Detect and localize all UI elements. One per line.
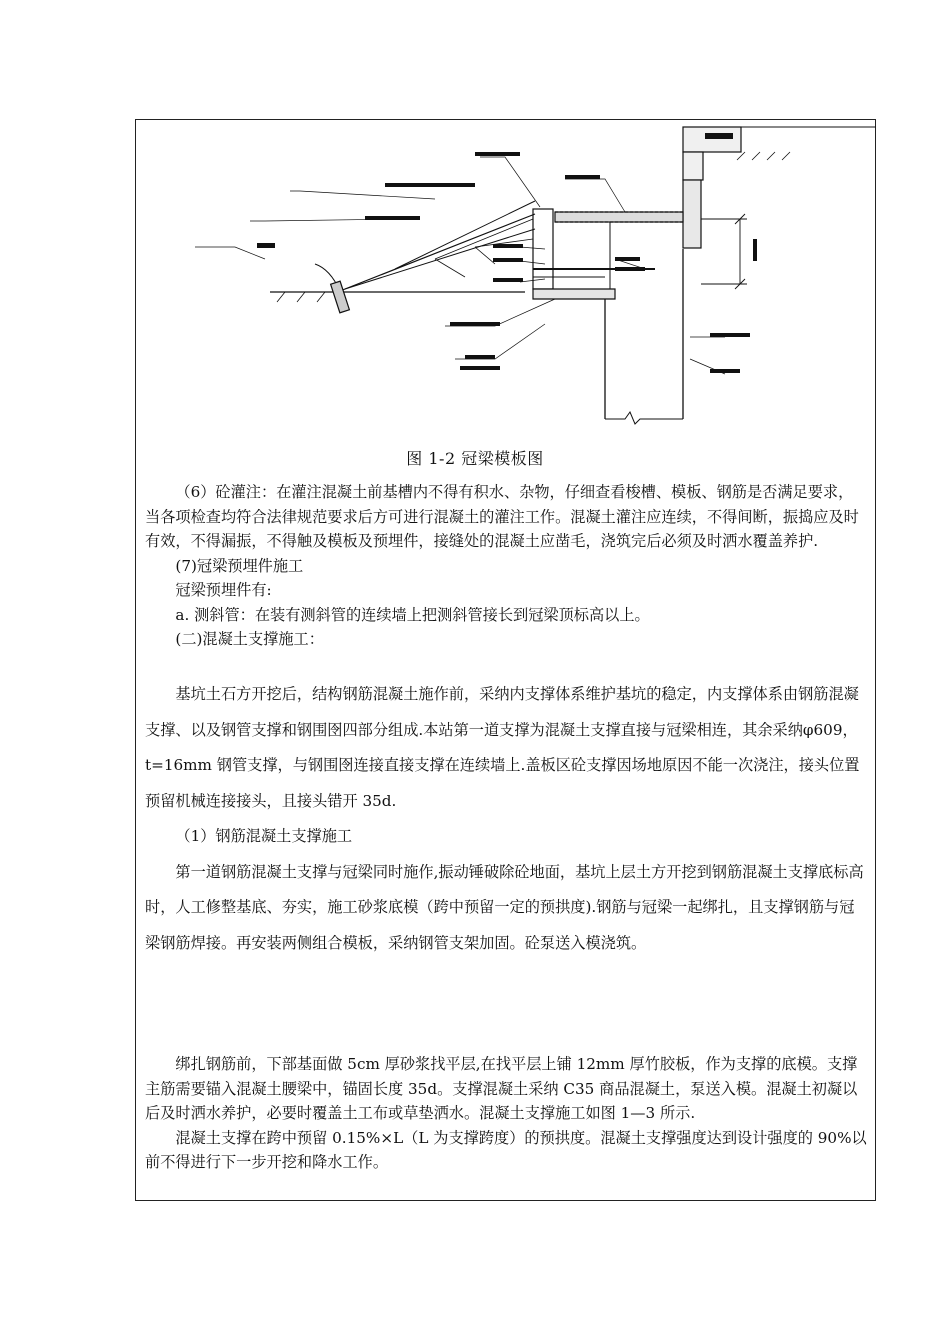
- section-support-system: [145, 677, 867, 961]
- diaphragm-wall: [605, 249, 683, 419]
- paragraph-camber: 混凝土支撑在跨中预留 0.15%×L（L 为支撑跨度）的预拱度。混凝土支撑强度达到设计强度的 90%以前不得进行下一步开挖和降水工作。: [145, 1128, 867, 1171]
- paragraph-embedded-heading: (7)冠梁预埋件施工: [175, 556, 304, 575]
- section-rebar: [145, 1052, 867, 1175]
- heading-rc-support: （1）钢筋混凝土支撑施工: [175, 827, 353, 845]
- guide-wall: [683, 180, 701, 248]
- crown-beam-top: [555, 212, 683, 222]
- section-concrete-pouring: [145, 480, 867, 652]
- paragraph-rc-support: 第一道钢筋混凝土支撑与冠梁同时施作,振动锤破除砼地面，基坑上层土方开挖到钢筋混凝土支撑底标高时，人工修整基底、夯实，施工砂浆底模（跨中预留一定的预拱度).钢筋与冠梁一起绑扎，且支撑钢筋与冠梁钢筋焊接。再安装两侧组合模板，采纳钢管支架加固。砼泵送入模浇筑。: [145, 862, 864, 952]
- paragraph-rebar: 绑扎钢筋前，下部基面做 5cm 厚砂浆找平层,在找平层上铺 12mm 厚竹胶板，作为支撑的底模。支撑主筋需要锚入混凝土腰梁中，锚固长度 35d。支撑混凝土采纳 C35 商品混凝土，泵送入模。混凝土初凝以后及时洒水养护，必要时覆盖土工布或草垫洒水。混凝土支撑施工如图 1—3 所示.: [145, 1055, 858, 1122]
- ground-slab-right: [683, 127, 741, 152]
- label-mark: [257, 243, 275, 248]
- paragraph-embedded-intro: 冠梁预埋件有:: [175, 581, 272, 599]
- paragraph-pouring: （6）砼灌注：在灌注混凝土前基槽内不得有积水、杂物，仔细查看梭槽、模板、钢筋是否满足要求，当各项检查均符合法律规范要求后方可进行混凝土的灌注工作。混凝土灌注应连续，不得间断，振捣应及时有效，不得漏振，不得触及模板及预埋件，接缝处的混凝土应凿毛，浇筑完后必须及时洒水覆盖养护.: [145, 483, 859, 550]
- paragraph-support-system: 基坑土石方开挖后，结构钢筋混凝土施作前，采纳内支撑体系维护基坑的稳定，内支撑体系由钢筋混凝支撑、以及钢管支撑和钢围囹四部分组成.本站第一道支撑为混凝土支撑直接与冠梁相连，其余采纳φ609，t=16mm 钢管支撑，与钢围囹连接直接支撑在连续墙上.盖板区砼支撑因场地原因不能一次浇注，接头位置预留机械连接接头，且接头错开 35d.: [145, 685, 860, 810]
- figure-caption: 图 1-2 冠梁模板图: [406, 449, 544, 468]
- crown-beam-formwork-drawing: [135, 119, 876, 429]
- section-heading-concrete-support: (二)混凝土支撑施工：: [175, 630, 324, 648]
- paragraph-inclinometer: a. 测斜管：在装有测斜管的连续墙上把测斜管接长到冠梁顶标高以上。: [175, 605, 650, 624]
